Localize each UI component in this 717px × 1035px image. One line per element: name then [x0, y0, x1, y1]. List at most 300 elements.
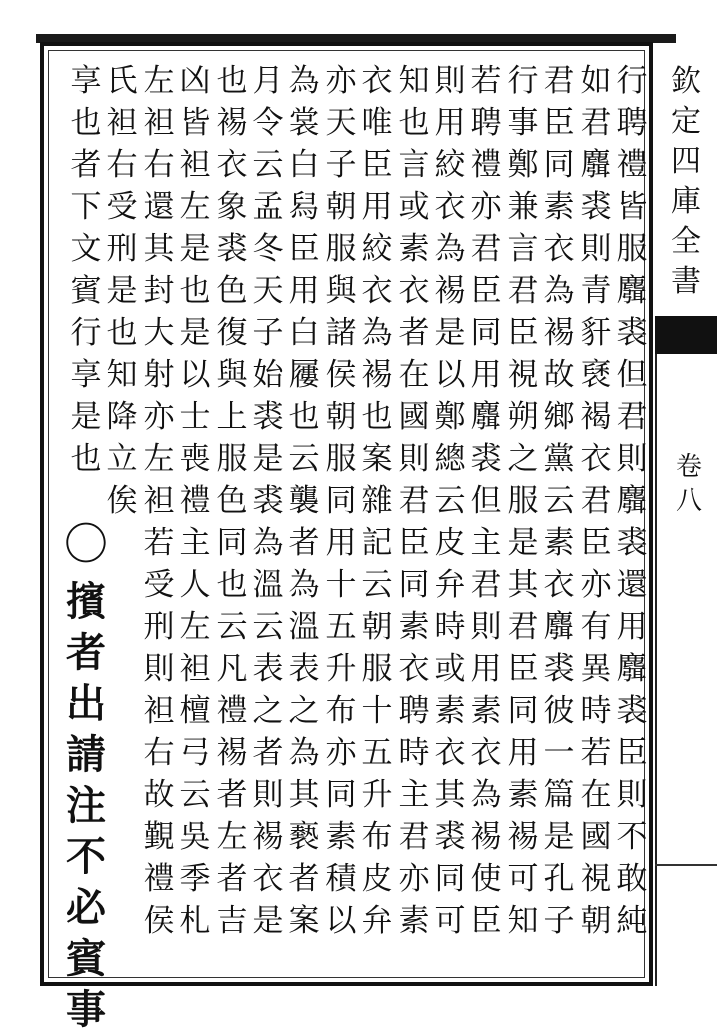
- character: 衣: [434, 735, 466, 771]
- character: 禮: [616, 147, 648, 183]
- character: 素: [434, 693, 466, 729]
- character: 但: [616, 357, 648, 393]
- character: 袒: [179, 651, 211, 687]
- character: 雜: [361, 483, 393, 519]
- character: 為: [252, 525, 284, 561]
- text-column: [576, 60, 616, 942]
- character: 言: [507, 231, 539, 267]
- character: 用: [616, 609, 648, 645]
- character: 天: [325, 105, 357, 141]
- character: 袒: [143, 105, 175, 141]
- character: 色: [216, 483, 248, 519]
- title-character: 書: [671, 264, 701, 299]
- character: 裼: [361, 357, 393, 393]
- character: 亦: [398, 861, 430, 897]
- character: 積: [325, 861, 357, 897]
- character: 為: [470, 777, 502, 813]
- character: 立: [106, 441, 138, 477]
- character: 衣: [398, 651, 430, 687]
- character: 用: [288, 273, 320, 309]
- character: 素: [398, 903, 430, 939]
- character: 弓: [179, 735, 211, 771]
- character: 云: [288, 441, 320, 477]
- character: 是: [434, 315, 466, 351]
- character: 則: [616, 777, 648, 813]
- text-column: [102, 60, 142, 522]
- character: 麛: [470, 399, 502, 435]
- character: 記: [361, 525, 393, 561]
- character: 弁: [361, 903, 393, 939]
- character: 侯: [325, 357, 357, 393]
- character: 國: [580, 819, 612, 855]
- character: 敢: [616, 861, 648, 897]
- character: 裳: [288, 105, 320, 141]
- character: 用: [507, 735, 539, 771]
- character: 云: [361, 567, 393, 603]
- character: 裘: [434, 819, 466, 855]
- character: 或: [434, 651, 466, 687]
- character: 臣: [470, 273, 502, 309]
- character: 或: [398, 189, 430, 225]
- circle-marker: 〇: [64, 519, 108, 570]
- volume-character: 八: [675, 486, 702, 516]
- character: 覲: [143, 819, 175, 855]
- character: 故: [543, 357, 575, 393]
- heading-character: 擯: [66, 578, 106, 625]
- character: 行: [507, 63, 539, 99]
- character: 也: [216, 63, 248, 99]
- character: 則: [470, 609, 502, 645]
- character: 受: [143, 567, 175, 603]
- character: 衣: [470, 735, 502, 771]
- character: 襲: [288, 483, 320, 519]
- character: 素: [543, 189, 575, 225]
- character: 云: [543, 483, 575, 519]
- character: 同: [543, 147, 575, 183]
- character: 用: [470, 357, 502, 393]
- character: 復: [216, 315, 248, 351]
- character: 亦: [143, 399, 175, 435]
- character: 之: [288, 693, 320, 729]
- character: 時: [580, 693, 612, 729]
- character: 吳: [179, 819, 211, 855]
- character: 右: [143, 147, 175, 183]
- character: 其: [434, 777, 466, 813]
- character: 衣: [543, 231, 575, 267]
- character: 同: [434, 861, 466, 897]
- character: 以: [179, 357, 211, 393]
- character: 為: [288, 735, 320, 771]
- character: 聘: [398, 693, 430, 729]
- character: 袒: [179, 147, 211, 183]
- character: 天: [252, 273, 284, 309]
- character: 案: [288, 903, 320, 939]
- character: 裼: [216, 105, 248, 141]
- character: 臣: [470, 903, 502, 939]
- character: 豻: [580, 315, 612, 351]
- character: 禮: [143, 861, 175, 897]
- character: 皮: [434, 525, 466, 561]
- character: 五: [325, 609, 357, 645]
- character: 冬: [252, 231, 284, 267]
- character: 素: [398, 609, 430, 645]
- character: 視: [507, 357, 539, 393]
- character: 同: [507, 693, 539, 729]
- character: 君: [580, 105, 612, 141]
- character: 君: [507, 273, 539, 309]
- text-column: [139, 60, 179, 942]
- character: 升: [361, 777, 393, 813]
- character: 射: [143, 357, 175, 393]
- character: 裼: [434, 273, 466, 309]
- character: 與: [216, 357, 248, 393]
- text-column: [212, 60, 252, 942]
- character: 也: [288, 399, 320, 435]
- character: 用: [434, 105, 466, 141]
- character: 以: [325, 903, 357, 939]
- character: 知: [398, 63, 430, 99]
- text-column: [321, 60, 361, 942]
- character: 始: [252, 357, 284, 393]
- character: 大: [143, 315, 175, 351]
- character: 朝: [580, 903, 612, 939]
- character: 服: [325, 441, 357, 477]
- character: 時: [434, 609, 466, 645]
- character: 是: [507, 525, 539, 561]
- character: 舄: [288, 189, 320, 225]
- character: 異: [580, 651, 612, 687]
- character: 云: [179, 777, 211, 813]
- character: 裼: [216, 735, 248, 771]
- character: 子: [252, 315, 284, 351]
- character: 視: [580, 861, 612, 897]
- character: 服: [361, 651, 393, 687]
- character: 服: [616, 231, 648, 267]
- character: 侯: [143, 903, 175, 939]
- character: 者: [288, 525, 320, 561]
- character: 也: [70, 441, 102, 477]
- character: 者: [288, 861, 320, 897]
- character: 云: [252, 609, 284, 645]
- character: 為: [543, 273, 575, 309]
- text-column: [430, 60, 470, 942]
- character: 裘: [580, 189, 612, 225]
- character: 褐: [580, 399, 612, 435]
- character: 凡: [216, 651, 248, 687]
- character: 升: [325, 651, 357, 687]
- character: 其: [288, 777, 320, 813]
- character: 同: [325, 483, 357, 519]
- text-column: [175, 60, 215, 942]
- character: 則: [398, 441, 430, 477]
- character: 其: [143, 231, 175, 267]
- character: 服: [325, 231, 357, 267]
- character: 是: [106, 273, 138, 309]
- character: 袒: [143, 693, 175, 729]
- heading-character: 必: [66, 884, 106, 931]
- character: 左: [143, 441, 175, 477]
- character: 裼: [543, 315, 575, 351]
- book-title: [663, 62, 709, 302]
- character: 是: [252, 441, 284, 477]
- character: 子: [543, 903, 575, 939]
- character: 可: [507, 861, 539, 897]
- character: 還: [143, 189, 175, 225]
- character: 臣: [288, 231, 320, 267]
- character: 裼: [252, 819, 284, 855]
- character: 若: [580, 735, 612, 771]
- character: 布: [361, 819, 393, 855]
- character: 以: [434, 357, 466, 393]
- character: 弁: [434, 567, 466, 603]
- character: 者: [398, 315, 430, 351]
- character: 衣: [543, 567, 575, 603]
- character: 也: [70, 105, 102, 141]
- character: 皮: [361, 861, 393, 897]
- fishtail-mark: [655, 316, 717, 354]
- character: 知: [106, 357, 138, 393]
- character: 刑: [143, 609, 175, 645]
- character: 者: [252, 735, 284, 771]
- character: 故: [143, 777, 175, 813]
- character: 禮: [179, 483, 211, 519]
- character: 有: [580, 609, 612, 645]
- character: 同: [325, 777, 357, 813]
- character: 朝: [325, 189, 357, 225]
- character: 服: [216, 441, 248, 477]
- character: 云: [216, 609, 248, 645]
- margin-rule: [655, 354, 657, 986]
- character: 用: [470, 651, 502, 687]
- character: 君: [470, 231, 502, 267]
- character: 士: [179, 399, 211, 435]
- character: 亦: [580, 567, 612, 603]
- character: 言: [398, 147, 430, 183]
- character: 裘: [616, 525, 648, 561]
- character: 者: [216, 777, 248, 813]
- character: 裘: [543, 651, 575, 687]
- character: 素: [470, 693, 502, 729]
- title-character: 欽: [671, 64, 701, 99]
- character: 時: [398, 735, 430, 771]
- character: 月: [252, 63, 284, 99]
- character: 禮: [216, 693, 248, 729]
- character: 與: [325, 273, 357, 309]
- character: 檀: [179, 693, 211, 729]
- character: 篇: [543, 777, 575, 813]
- character: 為: [361, 315, 393, 351]
- character: 皆: [179, 105, 211, 141]
- character: 是: [179, 231, 211, 267]
- character: 兼: [507, 189, 539, 225]
- character: 云: [434, 483, 466, 519]
- character: 衣: [252, 861, 284, 897]
- character: 衣: [580, 441, 612, 477]
- character: 彼: [543, 693, 575, 729]
- volume-label: [669, 450, 709, 518]
- character: 裘: [470, 441, 502, 477]
- character: 賓: [70, 273, 102, 309]
- character: 絞: [361, 231, 393, 267]
- character: 衣: [361, 273, 393, 309]
- page-margin: [655, 42, 717, 986]
- character: 白: [288, 147, 320, 183]
- character: 袒: [143, 483, 175, 519]
- character: 諸: [325, 315, 357, 351]
- character: 如: [580, 63, 612, 99]
- character: 事: [507, 105, 539, 141]
- character: 總: [434, 441, 466, 477]
- text-column: [503, 60, 543, 942]
- character: 其: [507, 567, 539, 603]
- character: 皆: [616, 189, 648, 225]
- character: 表: [252, 651, 284, 687]
- heading-character: 出: [66, 680, 106, 727]
- character: 者: [216, 861, 248, 897]
- character: 為: [288, 63, 320, 99]
- character: 裘: [616, 315, 648, 351]
- character: 可: [434, 903, 466, 939]
- character: 臣: [398, 525, 430, 561]
- character: 十: [361, 693, 393, 729]
- character: 五: [361, 735, 393, 771]
- character: 純: [616, 903, 648, 939]
- character: 裘: [616, 693, 648, 729]
- character: 但: [470, 483, 502, 519]
- character: 同: [216, 525, 248, 561]
- character: 麛: [616, 273, 648, 309]
- character: 則: [580, 231, 612, 267]
- character: 則: [434, 63, 466, 99]
- character: 還: [616, 567, 648, 603]
- character: 案: [361, 441, 393, 477]
- character: 札: [179, 903, 211, 939]
- character: 青: [580, 273, 612, 309]
- character: 素: [507, 777, 539, 813]
- character: 用: [361, 189, 393, 225]
- character: 絞: [434, 147, 466, 183]
- character: 是: [179, 315, 211, 351]
- character: 素: [325, 819, 357, 855]
- character: 封: [143, 273, 175, 309]
- character: 季: [179, 861, 211, 897]
- character: 鄭: [507, 147, 539, 183]
- character: 是: [543, 819, 575, 855]
- character: 也: [361, 399, 393, 435]
- character: 屨: [288, 357, 320, 393]
- text-column: [66, 60, 106, 480]
- character: 用: [325, 525, 357, 561]
- character: 也: [398, 105, 430, 141]
- character: 主: [398, 777, 430, 813]
- text-column: [357, 60, 397, 942]
- text-column: [394, 60, 434, 942]
- title-character: 全: [671, 224, 701, 259]
- character: 君: [580, 483, 612, 519]
- text-column: [248, 60, 288, 942]
- character: 行: [70, 315, 102, 351]
- character: 褻: [288, 819, 320, 855]
- character: 則: [143, 651, 175, 687]
- character: 下: [70, 189, 102, 225]
- character: 使: [470, 861, 502, 897]
- character: 衣: [361, 63, 393, 99]
- character: 聘: [470, 105, 502, 141]
- character: 君: [543, 63, 575, 99]
- character: 也: [106, 315, 138, 351]
- character: 右: [106, 147, 138, 183]
- character: 君: [507, 609, 539, 645]
- character: 十: [325, 567, 357, 603]
- character: 則: [616, 441, 648, 477]
- character: 臣: [507, 651, 539, 687]
- character: 刑: [106, 231, 138, 267]
- character: 唯: [361, 105, 393, 141]
- character: 若: [143, 525, 175, 561]
- title-character: 四: [671, 144, 701, 179]
- character: 左: [179, 189, 211, 225]
- character: 服: [507, 483, 539, 519]
- character: 裼: [507, 819, 539, 855]
- character: 鄭: [434, 399, 466, 435]
- heading-character: 賓: [66, 935, 106, 982]
- character: 亦: [470, 189, 502, 225]
- character: 麛: [543, 609, 575, 645]
- text-column: [612, 60, 652, 942]
- character: 君: [470, 567, 502, 603]
- character: 麛: [616, 483, 648, 519]
- character: 臣: [361, 147, 393, 183]
- character: 人: [179, 567, 211, 603]
- character: 象: [216, 189, 248, 225]
- character: 受: [106, 189, 138, 225]
- character: 裼: [470, 819, 502, 855]
- character: 在: [398, 357, 430, 393]
- character: 素: [398, 231, 430, 267]
- character: 朔: [507, 399, 539, 435]
- character: 臣: [507, 315, 539, 351]
- character: 享: [70, 63, 102, 99]
- character: 者: [70, 147, 102, 183]
- character: 吉: [216, 903, 248, 939]
- character: 袒: [106, 105, 138, 141]
- heading-character: 注: [66, 782, 106, 829]
- text-column: [539, 60, 579, 942]
- title-character: 庫: [671, 184, 701, 219]
- character: 溫: [288, 609, 320, 645]
- character: 裘: [252, 399, 284, 435]
- character: 享: [70, 357, 102, 393]
- volume-character: 卷: [675, 452, 702, 482]
- character: 裘: [252, 483, 284, 519]
- character: 臣: [580, 525, 612, 561]
- character: 凶: [179, 63, 211, 99]
- character: 行: [616, 63, 648, 99]
- character: 一: [543, 735, 575, 771]
- character: 主: [470, 525, 502, 561]
- character: 君: [398, 483, 430, 519]
- character: 云: [252, 147, 284, 183]
- character: 喪: [179, 441, 211, 477]
- character: 左: [216, 819, 248, 855]
- heading-character: 請: [66, 731, 106, 778]
- character: 褎: [580, 357, 612, 393]
- character: 國: [398, 399, 430, 435]
- character: 左: [143, 63, 175, 99]
- character: 降: [106, 399, 138, 435]
- character: 君: [616, 399, 648, 435]
- character: 主: [179, 525, 211, 561]
